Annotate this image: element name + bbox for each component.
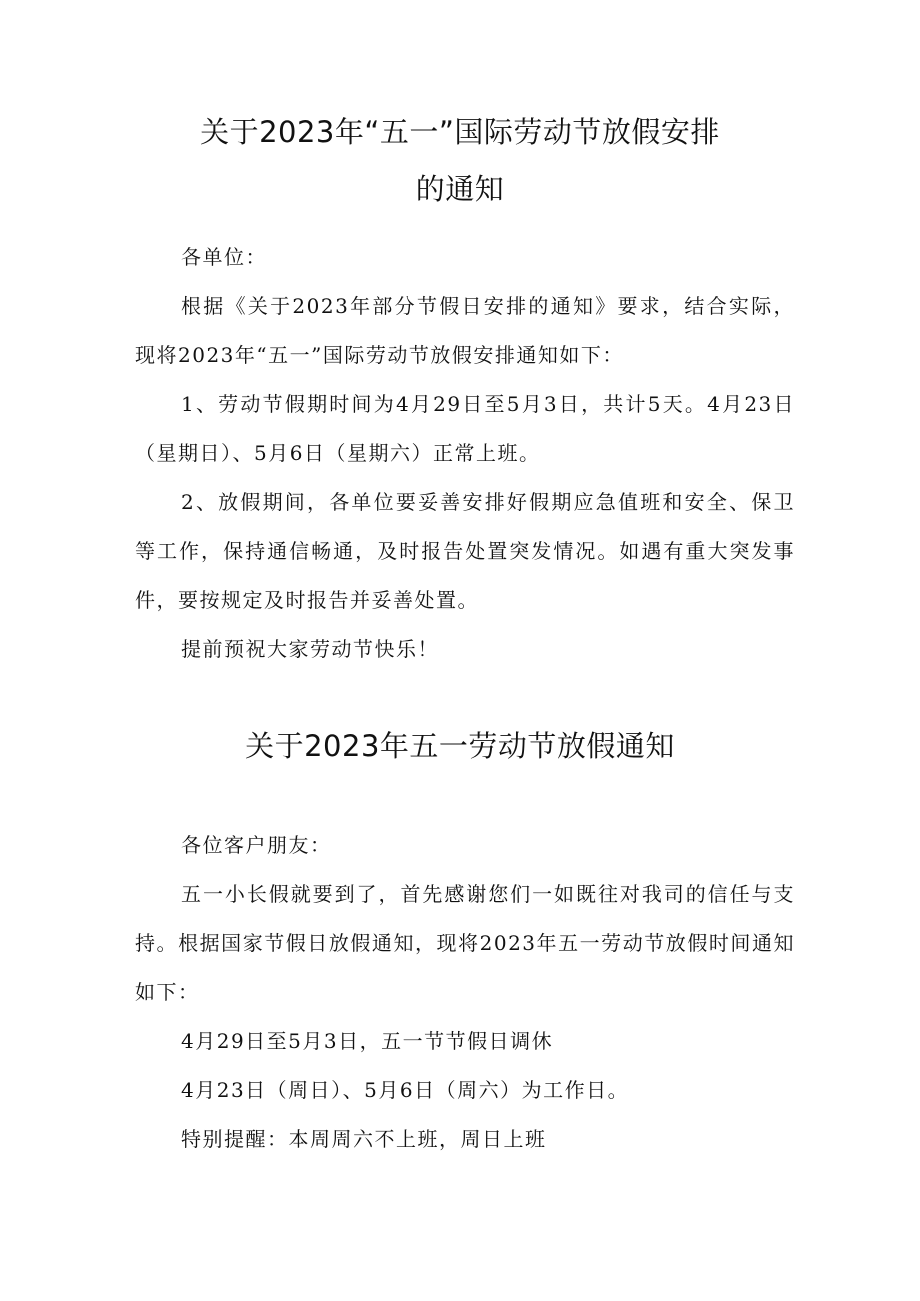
notice1-salutation: 各单位： [181,245,267,269]
notice1-title-line2: 的通知 [415,172,505,206]
notice2-paragraph-4: 特别提醒：本周周六不上班，周日上班 [181,1127,547,1151]
notice2-salutation: 各位客户朋友： [181,833,332,857]
notice2-paragraph-2: 4月29日至5月3日，五一节节假日调休 [181,1029,554,1053]
notice1-title-line1: 关于2023年“五一”国际劳动节放假安排 [200,115,720,149]
notice1-paragraph-4: 提前预祝大家劳动节快乐！ [181,637,439,661]
notice1-paragraph-1: 根据《关于2023年部分节假日安排的通知》要求，结合实际，现将2023年“五一”国际劳动节放假安排通知如下： [135,294,795,367]
notice1-body [135,233,795,674]
notice2-title: 关于2023年五一劳动节放假通知 [245,729,675,763]
notice2-paragraph-1: 五一小长假就要到了，首先感谢您们一如既往对我司的信任与支持。根据国家节假日放假通知，现将2023年五一劳动节放假时间通知如下： [135,882,795,1004]
notice1-paragraph-3: 2、放假期间，各单位要妥善安排好假期应急值班和安全、保卫等工作，保持通信畅通，及时报告处置突发情况。如遇有重大突发事件，要按规定及时报告并妥善处置。 [135,490,795,612]
notice2-body [135,821,795,1164]
notice1-title [100,104,820,218]
notice1-paragraph-2: 1、劳动节假期时间为4月29日至5月3日，共计5天。4月23日（星期日）、5月6日（星期六）正常上班。 [135,392,795,465]
notice2-paragraph-3: 4月23日（周日）、5月6日（周六）为工作日。 [181,1078,630,1102]
